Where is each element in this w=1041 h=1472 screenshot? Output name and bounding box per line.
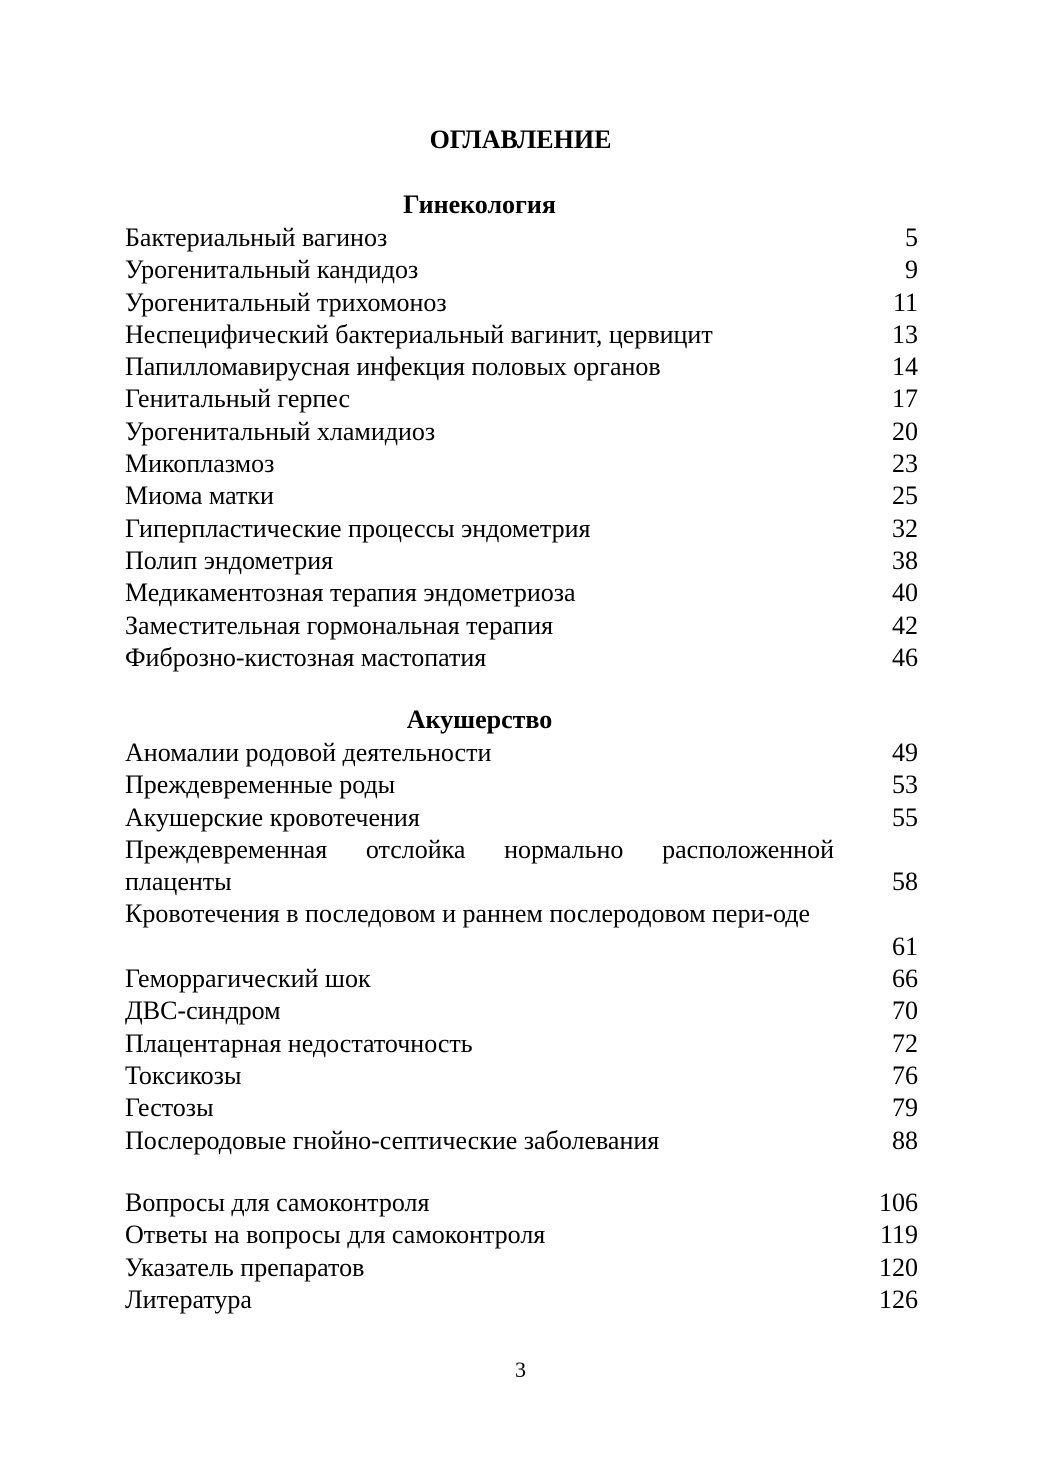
toc-entry-page: 49 <box>892 738 918 767</box>
toc-entry[interactable] <box>125 1092 918 1124</box>
toc-list-obstetrics <box>125 737 918 1157</box>
toc-entry-title: Урогенитальный кандидоз <box>125 255 419 285</box>
toc-entry-page: 11 <box>892 287 918 317</box>
toc-entry-page: 106 <box>879 1188 918 1217</box>
toc-entry[interactable] <box>125 480 918 512</box>
toc-entry-title: Бактериальный вагиноз <box>125 223 388 252</box>
toc-entry[interactable] <box>125 963 918 995</box>
toc-entry-page: 42 <box>892 610 918 640</box>
toc-entry[interactable] <box>125 513 918 545</box>
toc-entry-page: 61 <box>892 931 918 961</box>
toc-entry-page: 40 <box>892 578 918 608</box>
toc-entry-title: Токсикозы <box>125 1060 242 1090</box>
toc-entry-title: Гестозы <box>125 1093 214 1123</box>
toc-entry[interactable] <box>125 254 918 286</box>
toc-entry[interactable] <box>125 383 918 415</box>
toc-entry-page: 70 <box>892 996 918 1026</box>
toc-entry-title: Кровотечения в последовом и раннем послеродовом пери-оде <box>125 899 811 929</box>
page-number: 3 <box>515 1357 526 1382</box>
toc-entry[interactable] <box>125 448 918 480</box>
toc-list-appendices <box>125 1187 918 1316</box>
toc-entry[interactable] <box>125 834 918 899</box>
toc-entry[interactable] <box>125 319 918 351</box>
toc-entry[interactable] <box>125 351 918 383</box>
toc-entry-page: 79 <box>892 1093 918 1123</box>
toc-entry[interactable] <box>125 642 918 674</box>
toc-entry[interactable] <box>125 1187 918 1219</box>
toc-entry-page: 14 <box>892 352 918 382</box>
toc-entry-page: 9 <box>905 255 918 285</box>
toc-entry-page: 17 <box>892 384 918 414</box>
toc-entry-title: Преждевременные роды <box>125 770 396 800</box>
toc-entry-page: 32 <box>892 513 918 543</box>
toc-entry-title: Литература <box>125 1284 252 1314</box>
toc-entry-title: Урогенитальный хламидиоз <box>125 416 436 446</box>
toc-entry[interactable] <box>125 610 918 642</box>
toc-entry-page: 38 <box>892 545 918 575</box>
toc-entry-title: Миома матки <box>125 481 274 511</box>
toc-entry-title: Фиброзно-кистозная мастопатия <box>125 642 487 672</box>
toc-entry-page: 13 <box>892 319 918 349</box>
toc-title: ОГЛАВЛЕНИЕ <box>429 125 612 154</box>
toc-entry-page: 126 <box>879 1284 918 1314</box>
toc-entry-page: 66 <box>892 964 918 994</box>
toc-entry[interactable] <box>125 545 918 577</box>
toc-entry-title: Вопросы для самоконтроля <box>125 1188 430 1217</box>
toc-entry-title: Акушерские кровотечения <box>125 802 420 832</box>
toc-entry[interactable] <box>125 1125 918 1157</box>
toc-entry-title: Полип эндометрия <box>125 545 334 575</box>
toc-entry-page: 25 <box>892 481 918 511</box>
toc-entry-page: 72 <box>892 1028 918 1058</box>
section-heading-gynecology: Гинекология <box>403 190 556 219</box>
toc-entry[interactable] <box>125 287 918 319</box>
toc-entry[interactable] <box>125 1252 918 1284</box>
toc-entry-page: 23 <box>892 449 918 479</box>
toc-entry[interactable] <box>125 1060 918 1092</box>
toc-entry-page: 119 <box>879 1220 918 1250</box>
toc-entry-title: Плацентарная недостаточность <box>125 1028 473 1058</box>
toc-entry[interactable] <box>125 1219 918 1251</box>
toc-entry-title: Послеродовые гнойно-септические заболевания <box>125 1125 660 1155</box>
toc-entry-title: Медикаментозная терапия эндометриоза <box>125 578 576 608</box>
toc-entry-title: Папилломавирусная инфекция половых органов <box>125 352 661 382</box>
toc-entry-page: 53 <box>892 770 918 800</box>
toc-entry[interactable] <box>125 995 918 1027</box>
toc-entry-title: ДВС-синдром <box>125 996 281 1026</box>
toc-entry-page: 46 <box>892 642 918 672</box>
toc-entry-page: 20 <box>892 416 918 446</box>
toc-entry-title: Урогенитальный трихомоноз <box>125 287 447 317</box>
toc-entry-page: 120 <box>879 1252 918 1282</box>
toc-entry[interactable] <box>125 577 918 609</box>
toc-entry-title: Ответы на вопросы для самоконтроля <box>125 1220 546 1250</box>
toc-entry[interactable] <box>125 1284 918 1316</box>
toc-entry[interactable] <box>125 769 918 801</box>
toc-entry-title: Гиперпластические процессы эндометрия <box>125 513 591 543</box>
toc-entry-title: Неспецифический бактериальный вагинит, цервицит <box>125 319 713 349</box>
toc-entry-title: Заместительная гормональная терапия <box>125 610 554 640</box>
toc-entry-title: Микоплазмоз <box>125 449 275 479</box>
toc-entry-page: 5 <box>905 223 918 252</box>
toc-entry[interactable] <box>125 898 918 963</box>
toc-entry-page: 76 <box>892 1060 918 1090</box>
toc-entry-title: Генитальный герпес <box>125 384 350 414</box>
toc-entry[interactable] <box>125 222 918 254</box>
toc-entry-page: 88 <box>892 1125 918 1155</box>
toc-list-gynecology <box>125 222 918 674</box>
toc-entry-page: 58 <box>892 867 918 897</box>
toc-entry[interactable] <box>125 416 918 448</box>
toc-entry[interactable] <box>125 737 918 769</box>
toc-entry-title: Преждевременная отслойка нормально расположенной плаценты <box>125 834 834 897</box>
toc-entry-title: Геморрагический шок <box>125 964 371 994</box>
toc-entry[interactable] <box>125 1028 918 1060</box>
toc-entry[interactable] <box>125 802 918 834</box>
toc-entry-page: 55 <box>892 802 918 832</box>
section-heading-obstetrics: Акушерство <box>406 705 553 734</box>
toc-entry-title: Аномалии родовой деятельности <box>125 738 492 767</box>
toc-entry-title: Указатель препаратов <box>125 1252 365 1282</box>
